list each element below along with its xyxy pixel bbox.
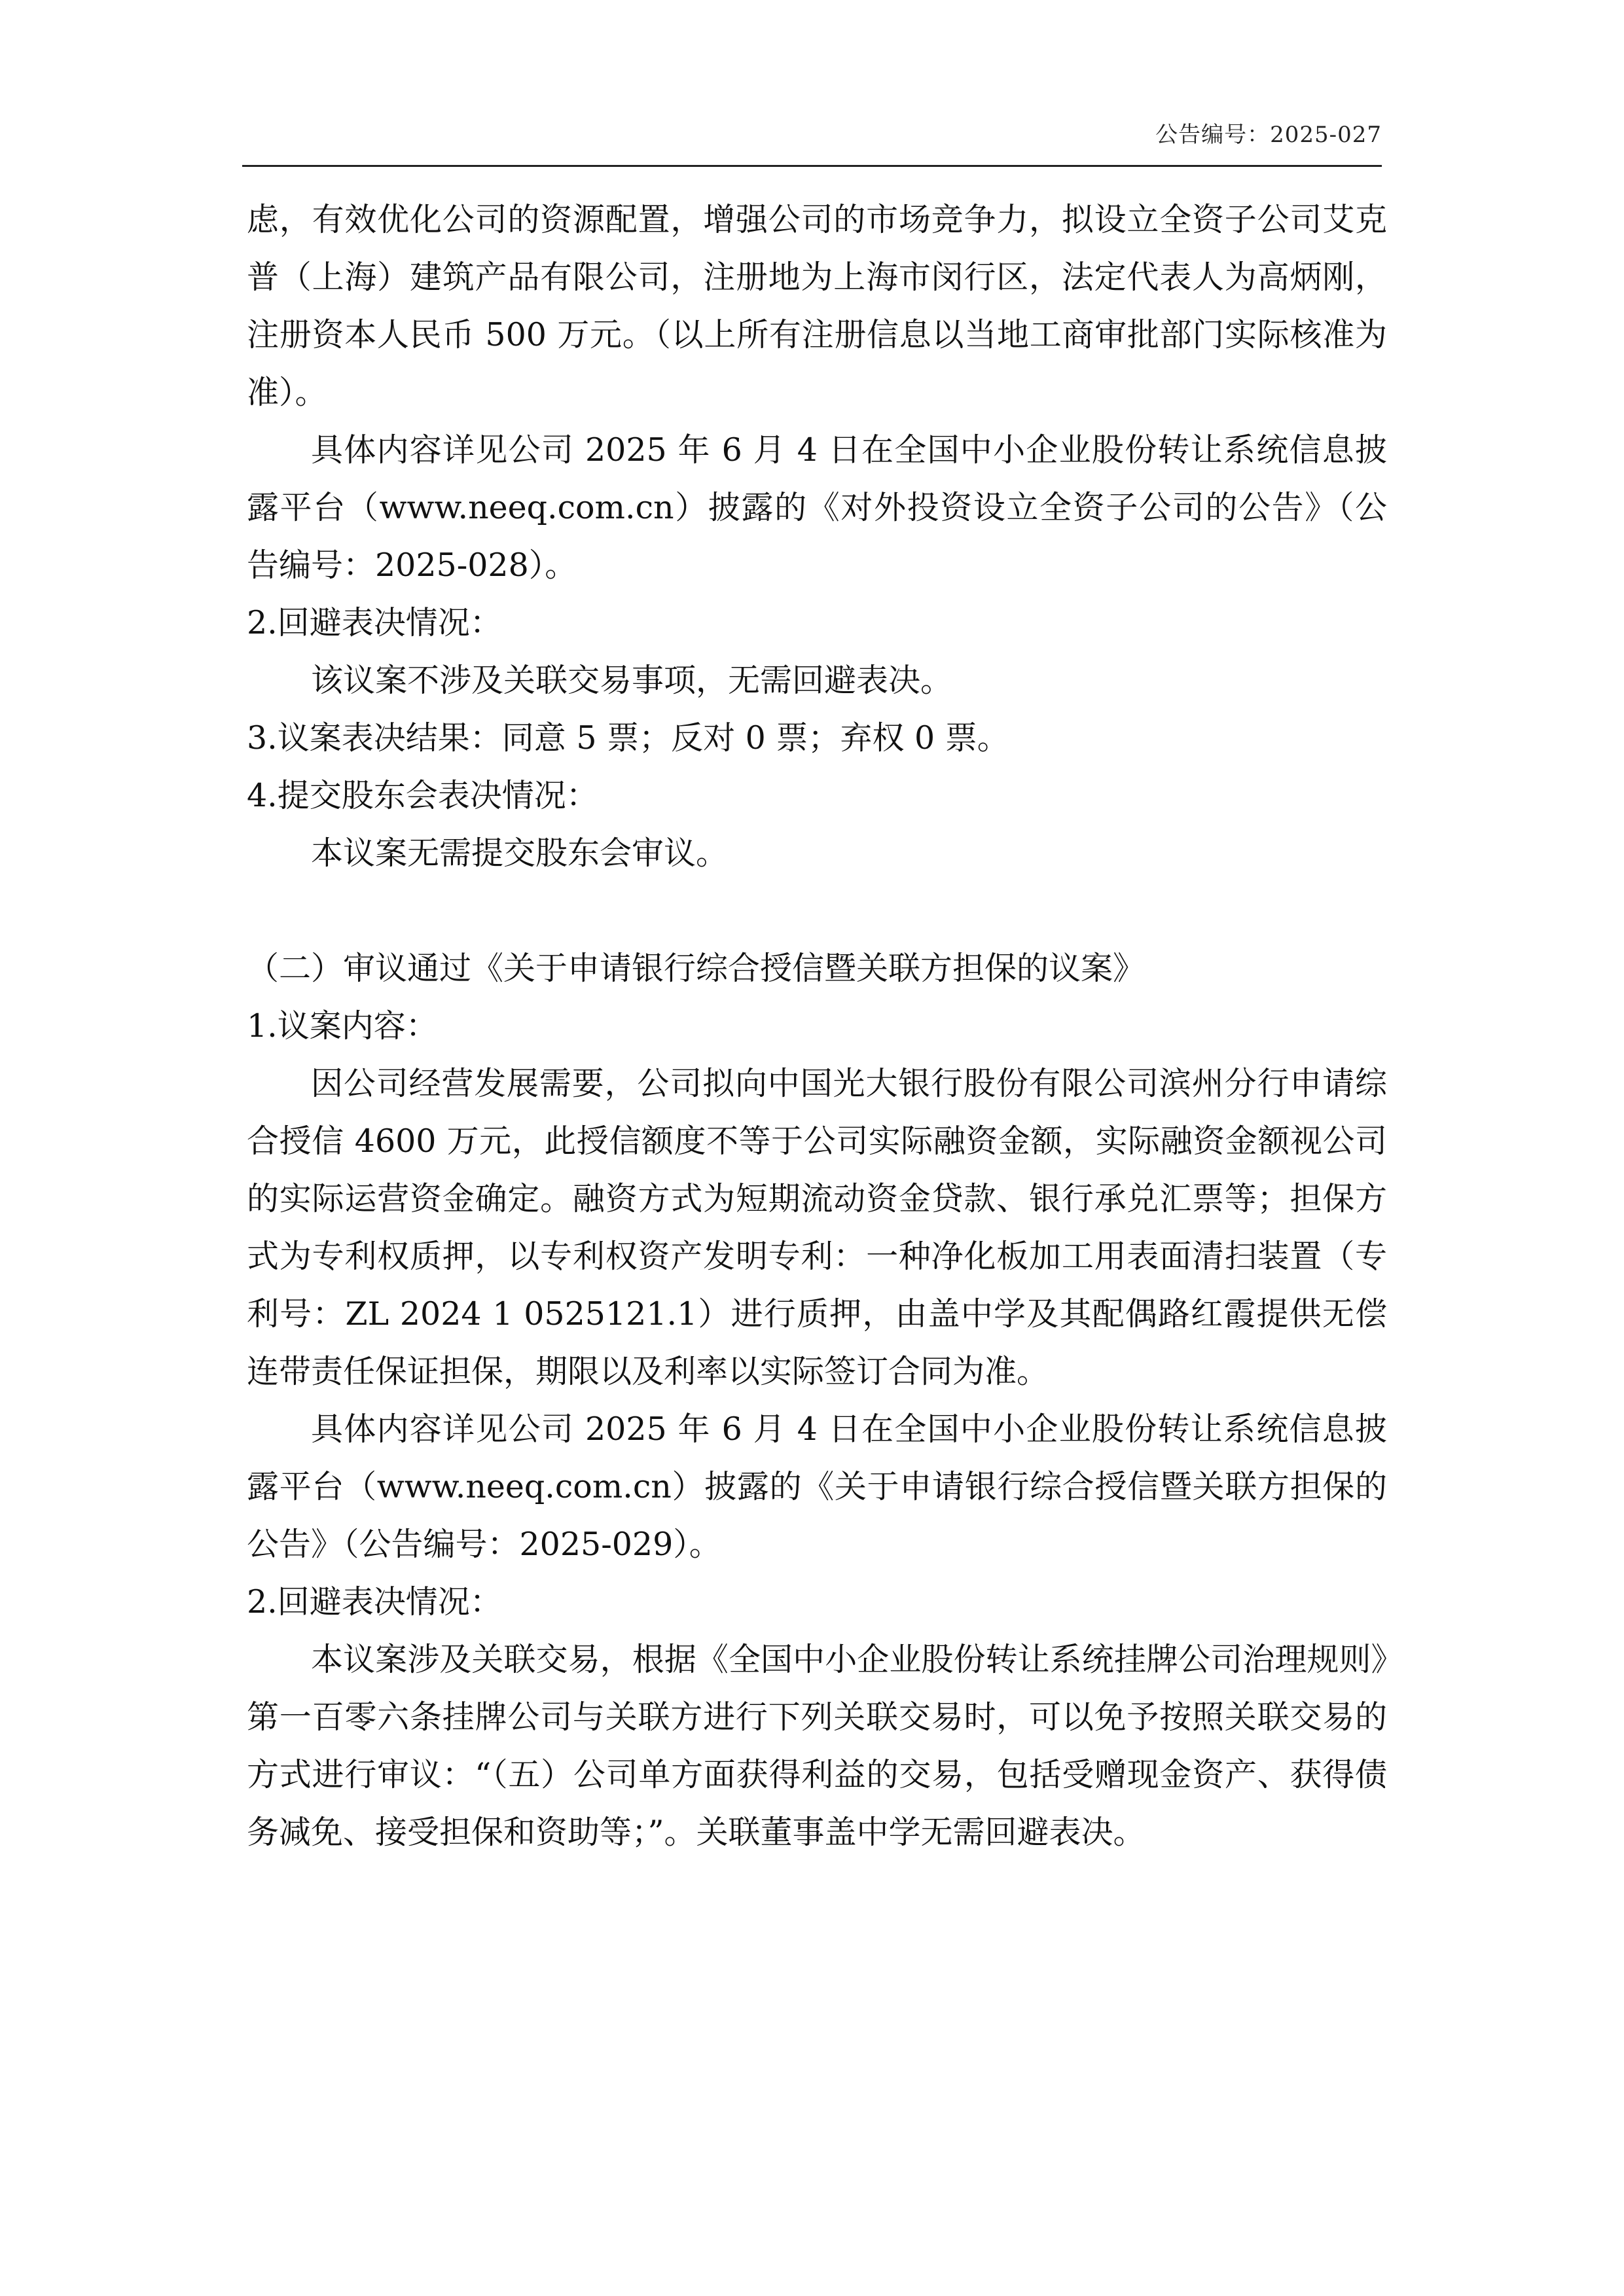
announcement-number: 公告编号：2025-027 [1155,122,1382,148]
header-divider [242,165,1382,167]
section-title-2: （二）审议通过《关于申请银行综合授信暨关联方担保的议案》 [247,950,1146,987]
heading-shareholder-submission-1: 4.提交股东会表决情况： [247,777,598,814]
heading-vote-result-1: 3.议案表决结果：同意 5 票；反对 0 票；弃权 0 票。 [247,719,1009,757]
paragraph-credit-application: 因公司经营发展需要，公司拟向中国光大银行股份有限公司滨州分行申请综合授信 4600 万元，此授信额度不等于公司实际融资金额，实际融资金额视公司的实际运营资金确定。融资方式为短期流动资金贷款、银行承兑汇票等；担保方式为专利权质押，以专利权资产发明专利：一种净化板加工用表面清扫装置（专利号：ZL 2024 1 0525121.1）进行质押，由盖中学及其配偶路红霞提供无偿连带责任保证担保，期限以及利率以实际签订合同为准。 [247,1065,1387,1390]
paragraph-shareholder-submission-1: 本议案无需提交股东会审议。 [311,834,729,872]
paragraph-disclosure-reference-2: 具体内容详见公司 2025 年 6 月 4 日在全国中小企业股份转让系统信息披露平台（www.neeq.com.cn）披露的《关于申请银行综合授信暨关联方担保的公告》（公告编号：2025-029）。 [247,1410,1387,1563]
paragraph-avoidance-2: 本议案涉及关联交易，根据《全国中小企业股份转让系统挂牌公司治理规则》第一百零六条挂牌公司与关联方进行下列关联交易时，可以免予按照关联交易的方式进行审议：“（五）公司单方面获得利益的交易，包括受赠现金资产、获得债务减免、接受担保和资助等；”。关联董事盖中学无需回避表决。 [247,1641,1387,1851]
document-body [247,191,1387,1861]
paragraph-disclosure-reference-1: 具体内容详见公司 2025 年 6 月 4 日在全国中小企业股份转让系统信息披露平台（www.neeq.com.cn）披露的《对外投资设立全资子公司的公告》（公告编号：2025-028）。 [247,431,1387,584]
section-spacer [247,882,1387,940]
heading-proposal-content-2: 1.议案内容： [247,1007,438,1045]
paragraph-avoidance-1: 该议案不涉及关联交易事项，无需回避表决。 [311,662,953,699]
paragraph-registration-info: 虑，有效优化公司的资源配置，增强公司的市场竞争力，拟设立全资子公司艾克普（上海）建筑产品有限公司，注册地为上海市闵行区，法定代表人为高炳刚，注册资本人民币 500 万元。（以上所有注册信息以当地工商审批部门实际核准为准）。 [247,201,1387,411]
heading-avoidance-1: 2.回避表决情况： [247,604,502,641]
heading-avoidance-2: 2.回避表决情况： [247,1583,502,1621]
